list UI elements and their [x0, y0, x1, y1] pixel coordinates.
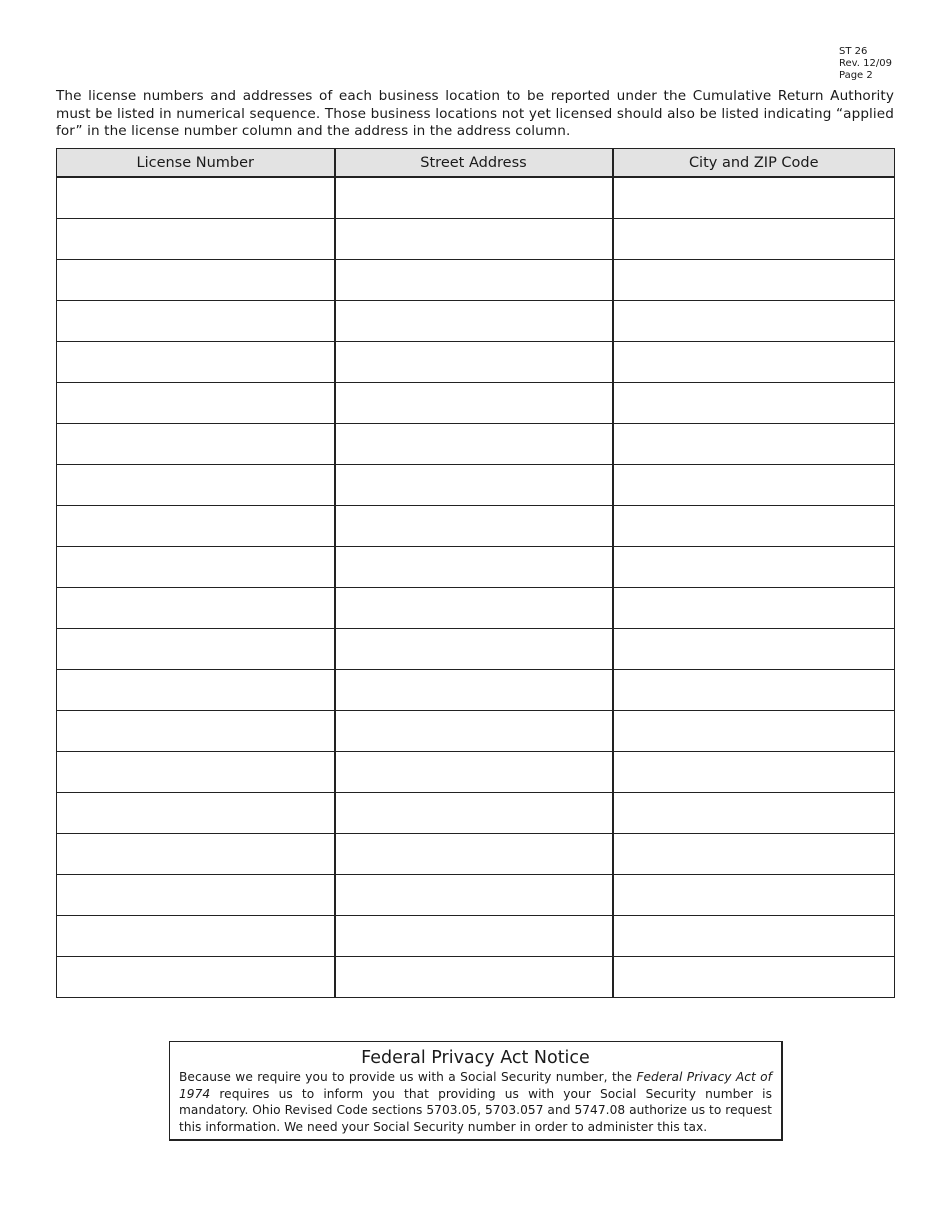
table-row: [57, 916, 895, 957]
city-zip-column-header: City and ZIP Code: [613, 149, 895, 178]
street-address-cell[interactable]: [335, 547, 613, 588]
table-row: [57, 588, 895, 629]
street-address-cell[interactable]: [335, 177, 613, 219]
street-address-cell[interactable]: [335, 465, 613, 506]
license-number-cell[interactable]: [57, 506, 335, 547]
street-address-cell[interactable]: [335, 711, 613, 752]
city-zip-cell[interactable]: [613, 834, 895, 875]
license-number-cell[interactable]: [57, 383, 335, 424]
city-zip-cell[interactable]: [613, 383, 895, 424]
city-zip-cell[interactable]: [613, 547, 895, 588]
license-number-cell[interactable]: [57, 711, 335, 752]
privacy-act-name: Federal Privacy Act of 1974: [179, 1070, 772, 1101]
city-zip-cell[interactable]: [613, 670, 895, 711]
city-zip-cell[interactable]: [613, 957, 895, 998]
city-zip-cell[interactable]: [613, 588, 895, 629]
license-number-cell[interactable]: [57, 301, 335, 342]
license-number-cell[interactable]: [57, 793, 335, 834]
privacy-notice-title: Federal Privacy Act Notice: [361, 1048, 590, 1068]
table-row: [57, 506, 895, 547]
city-zip-cell[interactable]: [613, 875, 895, 916]
city-zip-cell[interactable]: [613, 342, 895, 383]
street-address-cell[interactable]: [335, 670, 613, 711]
table-header-row: [57, 149, 895, 178]
license-number-cell[interactable]: [57, 670, 335, 711]
street-address-cell[interactable]: [335, 629, 613, 670]
table-row: [57, 711, 895, 752]
license-number-cell[interactable]: [57, 260, 335, 301]
form-revision: Rev. 12/09: [839, 58, 892, 69]
table-row: [57, 383, 895, 424]
table-row: [57, 547, 895, 588]
form-identifier: [839, 46, 892, 82]
license-number-cell[interactable]: [57, 834, 335, 875]
privacy-notice-body: [179, 1069, 772, 1135]
city-zip-cell[interactable]: [613, 916, 895, 957]
table-row: [57, 793, 895, 834]
city-zip-cell[interactable]: [613, 424, 895, 465]
table-row: [57, 875, 895, 916]
license-number-cell[interactable]: [57, 547, 335, 588]
street-address-cell[interactable]: [335, 260, 613, 301]
table-row: [57, 834, 895, 875]
street-address-cell[interactable]: [335, 834, 613, 875]
street-address-cell[interactable]: [335, 219, 613, 260]
table-row: [57, 752, 895, 793]
license-number-cell[interactable]: [57, 629, 335, 670]
street-address-cell[interactable]: [335, 301, 613, 342]
table-row: [57, 424, 895, 465]
business-locations-table: [56, 148, 895, 998]
license-number-cell[interactable]: [57, 916, 335, 957]
table-row: [57, 465, 895, 506]
street-address-cell[interactable]: [335, 752, 613, 793]
license-number-cell[interactable]: [57, 752, 335, 793]
city-zip-cell[interactable]: [613, 260, 895, 301]
street-address-cell[interactable]: [335, 875, 613, 916]
page-number: Page 2: [839, 70, 873, 81]
license-number-cell[interactable]: [57, 465, 335, 506]
street-address-cell[interactable]: [335, 588, 613, 629]
street-address-cell[interactable]: [335, 383, 613, 424]
city-zip-cell[interactable]: [613, 793, 895, 834]
street-address-cell[interactable]: [335, 793, 613, 834]
license-number-column-header: License Number: [57, 149, 335, 178]
license-number-cell[interactable]: [57, 342, 335, 383]
license-number-cell[interactable]: [57, 875, 335, 916]
table-row: [57, 177, 895, 219]
city-zip-cell[interactable]: [613, 506, 895, 547]
street-address-cell[interactable]: [335, 957, 613, 998]
form-number: ST 26: [839, 46, 868, 57]
city-zip-cell[interactable]: [613, 219, 895, 260]
table-row: [57, 219, 895, 260]
privacy-notice-text-1: Because we require you to provide us with a Social Security number, the: [179, 1070, 637, 1084]
license-number-cell[interactable]: [57, 588, 335, 629]
table-body: [57, 177, 895, 998]
table-row: [57, 629, 895, 670]
street-address-cell[interactable]: [335, 916, 613, 957]
city-zip-cell[interactable]: [613, 465, 895, 506]
city-zip-cell[interactable]: [613, 629, 895, 670]
privacy-notice-box: [169, 1041, 783, 1141]
street-address-cell[interactable]: [335, 342, 613, 383]
instructions-paragraph: The license numbers and addresses of each business location to be reported under the Cumulative Return Authority must be listed in numerical sequence. Those business locations not yet licensed should also be listed indicating “applied for” in the license number column and the address in the address column.: [56, 88, 894, 139]
city-zip-cell[interactable]: [613, 752, 895, 793]
table-row: [57, 301, 895, 342]
license-number-cell[interactable]: [57, 177, 335, 219]
table-row: [57, 957, 895, 998]
license-number-cell[interactable]: [57, 957, 335, 998]
street-address-column-header: Street Address: [335, 149, 613, 178]
street-address-cell[interactable]: [335, 506, 613, 547]
city-zip-cell[interactable]: [613, 301, 895, 342]
table-row: [57, 260, 895, 301]
street-address-cell[interactable]: [335, 424, 613, 465]
table-row: [57, 670, 895, 711]
privacy-notice-text-2: requires us to inform you that providing us with your Social Security number is mandatory. Ohio Revised Code sections 5703.05, 5703.057 and 5747.08 authorize us to request this information. We need your Social Security number in order to administer this tax.: [179, 1086, 772, 1134]
table-row: [57, 342, 895, 383]
license-number-cell[interactable]: [57, 424, 335, 465]
city-zip-cell[interactable]: [613, 177, 895, 219]
city-zip-cell[interactable]: [613, 711, 895, 752]
license-number-cell[interactable]: [57, 219, 335, 260]
